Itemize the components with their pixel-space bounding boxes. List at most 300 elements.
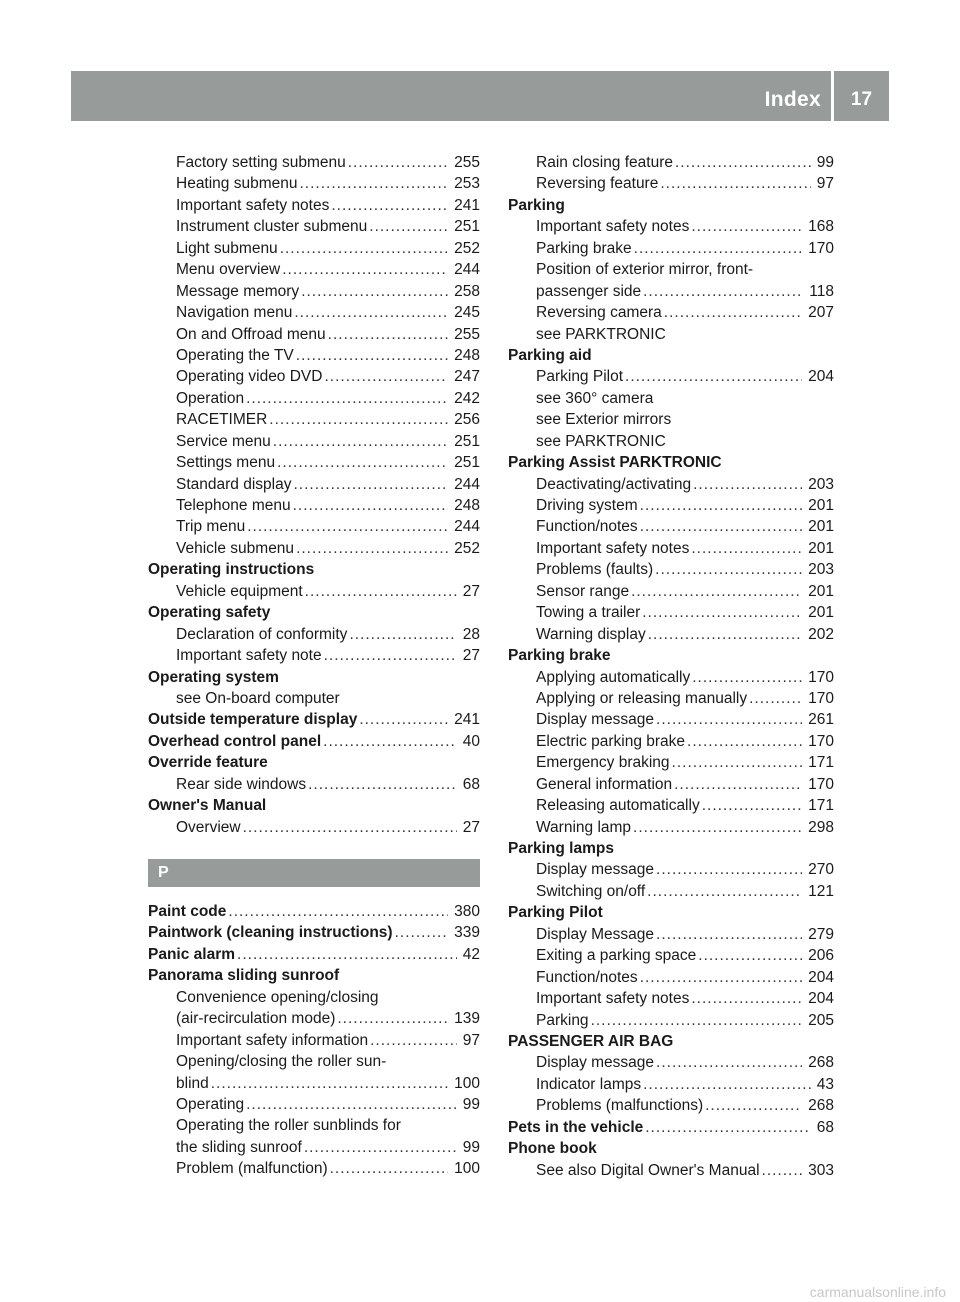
index-subentry[interactable] <box>148 645 480 666</box>
index-subentry[interactable] <box>508 774 834 795</box>
dot-leader <box>323 731 457 752</box>
page-reference[interactable]: 121 <box>808 882 834 900</box>
page-reference[interactable]: 258 <box>454 282 480 300</box>
page-reference[interactable]: 205 <box>808 1011 834 1029</box>
page-reference[interactable]: 255 <box>454 325 480 343</box>
dot-leader <box>648 624 802 645</box>
entry-text: Panorama sliding sunroof <box>148 967 340 985</box>
dot-leader <box>660 173 810 194</box>
index-entry[interactable] <box>148 922 480 943</box>
dot-leader <box>656 709 802 730</box>
page-reference[interactable]: 100 <box>454 1160 480 1178</box>
index-entry <box>508 452 834 473</box>
header-title: Index <box>764 88 821 111</box>
index-subentry[interactable] <box>148 516 480 537</box>
entry-text: Paint code <box>148 903 227 920</box>
index-subentry[interactable] <box>148 1094 480 1115</box>
index-subentry[interactable] <box>148 238 480 259</box>
page-reference[interactable]: 251 <box>454 218 480 236</box>
entry-text: Electric parking brake <box>536 732 686 750</box>
index-subentry[interactable] <box>148 474 480 495</box>
entry-text: Parking Assist PARKTRONIC <box>508 454 722 472</box>
dot-leader <box>691 538 802 559</box>
dot-leader <box>369 216 448 237</box>
entry-text: Declaration of conformity <box>176 625 348 643</box>
entry-text: passenger side <box>536 282 642 300</box>
entry-text: Reversing feature <box>536 175 659 193</box>
index-subentry[interactable] <box>508 731 834 752</box>
page-reference[interactable]: 244 <box>454 261 480 279</box>
index-entry[interactable] <box>148 944 480 965</box>
dot-leader <box>674 774 802 795</box>
dot-leader <box>693 474 802 495</box>
page-reference[interactable]: 204 <box>808 368 834 386</box>
entry-text: Operating the roller sunblinds for <box>176 1117 401 1135</box>
entry-text: Problem (malfunction) <box>176 1160 328 1178</box>
page-reference[interactable]: 244 <box>454 475 480 493</box>
entry-text: Paintwork (cleaning instructions) <box>148 924 393 942</box>
dot-leader <box>640 967 802 988</box>
index-subentry[interactable] <box>508 602 834 623</box>
index-subentry[interactable] <box>148 1030 480 1051</box>
page-reference[interactable]: 202 <box>808 625 834 643</box>
dot-leader <box>672 752 803 773</box>
index-subentry[interactable] <box>148 495 480 516</box>
entry-text: Important safety notes <box>536 539 690 557</box>
entry-text: Function/notes <box>536 968 638 986</box>
entry-text: Parking brake <box>508 647 611 665</box>
entry-text: Warning lamp <box>536 818 632 836</box>
entry-text: see On-board computer <box>176 689 340 707</box>
dot-leader <box>633 817 802 838</box>
index-subentry <box>148 1115 480 1136</box>
dot-leader <box>643 1074 811 1095</box>
entry-text: General information <box>536 775 673 793</box>
index-subentry[interactable] <box>508 1095 834 1116</box>
page-reference[interactable]: 203 <box>808 561 834 579</box>
page-reference[interactable]: 99 <box>462 1138 480 1156</box>
index-entry <box>148 602 480 623</box>
page-reference[interactable]: 170 <box>808 775 834 793</box>
index-subentry[interactable] <box>148 281 480 302</box>
index-entry[interactable] <box>148 709 480 730</box>
entry-text: Sensor range <box>536 582 630 600</box>
entry-text: Parking lamps <box>508 840 614 857</box>
page-reference[interactable]: 268 <box>808 1097 834 1115</box>
page-reference[interactable]: 339 <box>454 924 480 942</box>
dot-leader <box>640 495 802 516</box>
entry-text: Emergency braking <box>536 754 670 772</box>
index-entry[interactable] <box>508 1117 834 1138</box>
page-reference[interactable]: 248 <box>454 497 480 514</box>
dot-leader <box>301 281 448 302</box>
index-subentry[interactable] <box>508 581 834 602</box>
entry-text: Driving system <box>536 497 638 514</box>
index-subentry[interactable] <box>148 452 480 473</box>
dot-leader <box>328 324 448 345</box>
entry-text: Parking Pilot <box>536 368 624 386</box>
index-subentry[interactable] <box>508 238 834 259</box>
entry-text: Opening/closing the roller sun- <box>176 1053 387 1071</box>
entry-text: Parking <box>508 196 565 214</box>
index-subentry[interactable] <box>508 859 834 880</box>
page-reference[interactable]: 241 <box>454 711 480 729</box>
page-number: 17 <box>850 89 873 110</box>
dot-leader <box>277 452 448 473</box>
index-subentry <box>508 431 834 452</box>
index-subentry[interactable] <box>148 817 480 838</box>
dot-leader <box>243 817 457 838</box>
index-subentry[interactable] <box>148 409 480 430</box>
index-subentry[interactable] <box>508 795 834 816</box>
index-entry <box>508 345 834 366</box>
entry-text: Vehicle equipment <box>176 582 303 600</box>
index-subentry[interactable] <box>148 216 480 237</box>
page-reference[interactable]: 247 <box>454 368 480 386</box>
index-subentry[interactable] <box>148 388 480 409</box>
entry-text: blind <box>176 1074 209 1092</box>
page-reference[interactable]: 99 <box>816 154 834 171</box>
dot-leader <box>237 944 457 965</box>
dot-leader <box>591 1010 803 1031</box>
index-entry <box>148 795 480 816</box>
index-subentry[interactable] <box>148 538 480 559</box>
page-reference[interactable]: 201 <box>808 539 834 557</box>
page-reference[interactable]: 204 <box>808 990 834 1008</box>
dot-leader <box>294 302 448 323</box>
page-reference[interactable]: 68 <box>816 1118 834 1136</box>
index-entry <box>148 559 480 580</box>
entry-text: Override feature <box>148 754 268 772</box>
index-subentry[interactable] <box>508 495 834 516</box>
entry-text: Display message <box>536 861 655 879</box>
entry-text: see PARKTRONIC <box>536 325 666 343</box>
page-reference[interactable]: 28 <box>462 625 480 643</box>
entry-text: Position of exterior mirror, front- <box>536 261 754 279</box>
entry-text: PASSENGER AIR BAG <box>508 1032 674 1050</box>
index-subentry[interactable] <box>508 988 834 1009</box>
dot-leader <box>246 388 448 409</box>
dot-leader <box>640 516 802 537</box>
dot-leader <box>702 795 802 816</box>
page-reference[interactable]: 380 <box>454 903 480 920</box>
index-subentry[interactable] <box>508 624 834 645</box>
entry-text: (air-recirculation mode) <box>176 1010 336 1028</box>
index-subentry <box>148 1051 480 1072</box>
entry-text: Telephone menu <box>176 497 291 514</box>
page-reference[interactable]: 42 <box>462 945 480 963</box>
entry-text: Important safety notes <box>536 990 690 1008</box>
index-subentry[interactable] <box>508 538 834 559</box>
entry-text: Operating safety <box>148 604 271 622</box>
entry-text: Important safety notes <box>536 218 690 236</box>
index-subentry[interactable] <box>508 559 834 580</box>
entry-text: Parking aid <box>508 346 592 364</box>
dot-leader <box>656 1052 802 1073</box>
page-reference[interactable]: 256 <box>454 411 480 429</box>
page-reference[interactable]: 27 <box>462 647 480 665</box>
page-reference[interactable]: 255 <box>454 154 480 171</box>
page-reference[interactable]: 201 <box>808 518 834 536</box>
entry-text: Light submenu <box>176 239 278 257</box>
entry-text: RACETIMER <box>176 411 268 429</box>
entry-text: Rain closing feature <box>536 154 673 171</box>
index-subentry <box>508 259 834 280</box>
entry-text: Applying automatically <box>536 668 691 686</box>
index-subentry[interactable] <box>508 667 834 688</box>
dot-leader <box>293 495 449 516</box>
entry-text: Settings menu <box>176 454 276 472</box>
watermark: carmanualsonline.info <box>809 1284 946 1300</box>
page-reference[interactable]: 201 <box>808 582 834 600</box>
entry-text: Owner's Manual <box>148 797 267 815</box>
dot-leader <box>395 922 449 943</box>
page-reference[interactable]: 68 <box>462 775 480 793</box>
page-reference[interactable]: 245 <box>454 304 480 322</box>
index-subentry[interactable] <box>508 688 834 709</box>
index-entry <box>508 645 834 666</box>
index-subentry[interactable] <box>508 817 834 838</box>
page-reference[interactable]: 170 <box>808 732 834 750</box>
section-letter-header: P <box>148 859 480 887</box>
entry-text: Factory setting submenu <box>176 154 346 171</box>
index-subentry[interactable] <box>508 302 834 323</box>
dot-leader <box>324 366 448 387</box>
page-reference[interactable]: 241 <box>454 196 480 214</box>
index-entry <box>508 838 834 859</box>
page-reference[interactable]: 279 <box>808 925 834 943</box>
index-subentry[interactable] <box>508 1074 834 1095</box>
page-reference[interactable]: 97 <box>816 175 834 193</box>
entry-text: Operating the TV <box>176 346 294 364</box>
index-subentry[interactable] <box>148 1158 480 1179</box>
index-subentry[interactable] <box>148 259 480 280</box>
entry-text: Menu overview <box>176 261 281 279</box>
index-subentry[interactable] <box>508 752 834 773</box>
entry-text: Parking <box>536 1011 589 1029</box>
entry-text: Heating submenu <box>176 175 298 193</box>
page-reference[interactable]: 97 <box>462 1031 480 1049</box>
index-subentry[interactable] <box>508 924 834 945</box>
page-reference[interactable]: 170 <box>808 239 834 257</box>
index-subentry[interactable] <box>508 1052 834 1073</box>
entry-text: Rear side windows <box>176 775 307 793</box>
entry-text: Reversing camera <box>536 304 662 322</box>
dot-leader <box>359 709 448 730</box>
entry-text: see Exterior mirrors <box>536 411 672 429</box>
entry-text: Vehicle submenu <box>176 539 295 557</box>
index-subentry[interactable] <box>148 1008 480 1029</box>
entry-text: see PARKTRONIC <box>536 432 666 450</box>
entry-text: Display Message <box>536 925 655 943</box>
entry-text: Indicator lamps <box>536 1075 642 1093</box>
dot-leader <box>324 645 457 666</box>
index-subentry[interactable] <box>508 173 834 194</box>
dot-leader <box>655 559 802 580</box>
dot-leader <box>349 624 456 645</box>
dot-leader <box>691 988 802 1009</box>
entry-text: Problems (malfunctions) <box>536 1097 704 1115</box>
index-subentry[interactable] <box>148 431 480 452</box>
index-entry <box>508 1031 834 1052</box>
entry-text: Operating <box>176 1095 245 1113</box>
index-subentry[interactable] <box>148 581 480 602</box>
entry-text: Display message <box>536 711 655 729</box>
index-subentry[interactable] <box>148 1137 480 1158</box>
dot-leader <box>647 881 802 902</box>
dot-leader <box>762 1160 803 1181</box>
page-reference[interactable]: 139 <box>454 1010 480 1028</box>
dot-leader <box>246 1094 457 1115</box>
dot-leader <box>692 667 802 688</box>
page-reference[interactable]: 118 <box>809 282 834 300</box>
index-subentry[interactable] <box>508 366 834 387</box>
entry-text: Releasing automatically <box>536 797 700 815</box>
index-subentry[interactable] <box>508 1010 834 1031</box>
page-reference[interactable]: 201 <box>808 497 834 514</box>
page-reference[interactable]: 261 <box>808 711 834 729</box>
index-subentry[interactable] <box>508 474 834 495</box>
index-subentry[interactable] <box>148 366 480 387</box>
index-subentry[interactable] <box>148 302 480 323</box>
page-reference[interactable]: 248 <box>454 346 480 364</box>
entry-text: Towing a trailer <box>536 604 641 622</box>
index-subentry[interactable] <box>508 152 834 173</box>
dot-leader <box>228 901 448 922</box>
entry-text: Deactivating/activating <box>536 475 692 493</box>
page-reference[interactable]: 27 <box>462 818 480 836</box>
dot-leader <box>308 774 457 795</box>
index-subentry[interactable] <box>508 216 834 237</box>
entry-text: On and Offroad menu <box>176 325 326 343</box>
page-reference[interactable]: 253 <box>454 175 480 193</box>
page-reference[interactable]: 99 <box>462 1095 480 1113</box>
index-subentry[interactable] <box>508 945 834 966</box>
index-subentry[interactable] <box>508 281 834 302</box>
dot-leader <box>645 1117 811 1138</box>
dot-leader <box>625 366 802 387</box>
dot-leader <box>691 216 802 237</box>
index-subentry[interactable] <box>508 709 834 730</box>
index-subentry <box>148 987 480 1008</box>
index-entry <box>508 195 834 216</box>
page-reference[interactable]: 251 <box>454 432 480 450</box>
entry-text: Problems (faults) <box>536 561 654 579</box>
page-reference[interactable]: 207 <box>808 304 834 322</box>
index-subentry <box>508 324 834 345</box>
dot-leader <box>675 152 811 173</box>
index-subentry[interactable] <box>508 1160 834 1181</box>
page-reference[interactable]: 252 <box>454 539 480 557</box>
dot-leader <box>273 431 448 452</box>
entry-text: Important safety note <box>176 647 322 665</box>
page-reference[interactable]: 40 <box>462 732 480 750</box>
index-subentry[interactable] <box>508 881 834 902</box>
index-subentry[interactable] <box>148 173 480 194</box>
dot-leader <box>330 1158 449 1179</box>
entry-text: Operating system <box>148 668 279 686</box>
page-reference[interactable]: 171 <box>808 754 834 772</box>
index-subentry[interactable] <box>148 195 480 216</box>
page-reference[interactable]: 100 <box>454 1074 480 1092</box>
entry-text: Trip menu <box>176 518 246 536</box>
page-reference[interactable]: 303 <box>808 1161 834 1179</box>
dot-leader <box>337 1008 448 1029</box>
dot-leader <box>247 516 448 537</box>
page-reference[interactable]: 203 <box>808 475 834 493</box>
entry-text: Convenience opening/closing <box>176 988 379 1006</box>
index-subentry[interactable] <box>508 967 834 988</box>
entry-text: Exiting a parking space <box>536 947 697 965</box>
index-subentry[interactable] <box>148 1073 480 1094</box>
index-subentry[interactable] <box>508 516 834 537</box>
dot-leader <box>642 602 802 623</box>
page-reference[interactable]: 43 <box>816 1075 834 1093</box>
page-reference[interactable]: 270 <box>808 861 834 879</box>
index-subentry[interactable] <box>148 324 480 345</box>
entry-text: Overhead control panel <box>148 732 322 750</box>
index-entry[interactable] <box>148 731 480 752</box>
page-reference[interactable]: 168 <box>808 218 834 236</box>
index-column-left <box>148 152 480 1180</box>
page-reference[interactable]: 242 <box>454 389 480 407</box>
index-entry <box>508 902 834 923</box>
page-reference[interactable]: 206 <box>808 947 834 965</box>
dot-leader <box>656 924 802 945</box>
entry-text: Parking Pilot <box>508 904 603 922</box>
index-entry <box>148 752 480 773</box>
page-reference[interactable]: 251 <box>454 454 480 472</box>
page-reference[interactable]: 171 <box>808 797 834 815</box>
dot-leader <box>370 1030 457 1051</box>
dot-leader <box>293 474 448 495</box>
index-subentry[interactable] <box>148 152 480 173</box>
dot-leader <box>705 1095 802 1116</box>
entry-text: Operating instructions <box>148 561 315 579</box>
dot-leader <box>211 1073 448 1094</box>
index-subentry <box>508 388 834 409</box>
page-reference[interactable]: 170 <box>808 689 834 707</box>
page-reference[interactable]: 201 <box>808 604 834 622</box>
entry-text: Panic alarm <box>148 945 236 963</box>
dot-leader <box>300 173 449 194</box>
entry-text: Message memory <box>176 282 300 300</box>
index-subentry[interactable] <box>148 774 480 795</box>
page-reference[interactable]: 204 <box>808 968 834 986</box>
entry-text: Operation <box>176 389 245 407</box>
index-entry[interactable] <box>148 901 480 922</box>
page-reference[interactable]: 268 <box>808 1054 834 1072</box>
dot-leader <box>331 195 448 216</box>
entry-text: Function/notes <box>536 518 638 536</box>
index-subentry[interactable] <box>148 624 480 645</box>
index-entry <box>148 965 480 986</box>
page-reference[interactable]: 252 <box>454 239 480 257</box>
dot-leader <box>305 581 457 602</box>
page-reference[interactable]: 27 <box>462 582 480 600</box>
entry-text: Operating video DVD <box>176 368 323 386</box>
dot-leader <box>296 538 448 559</box>
index-column-right <box>508 152 834 1181</box>
page-reference[interactable]: 170 <box>808 668 834 686</box>
entry-text: Display message <box>536 1054 655 1072</box>
page-reference[interactable]: 244 <box>454 518 480 536</box>
dot-leader <box>664 302 802 323</box>
entry-text: Instrument cluster submenu <box>176 218 368 236</box>
index-subentry[interactable] <box>148 345 480 366</box>
page-reference[interactable]: 298 <box>808 818 834 836</box>
dot-leader <box>643 281 803 302</box>
